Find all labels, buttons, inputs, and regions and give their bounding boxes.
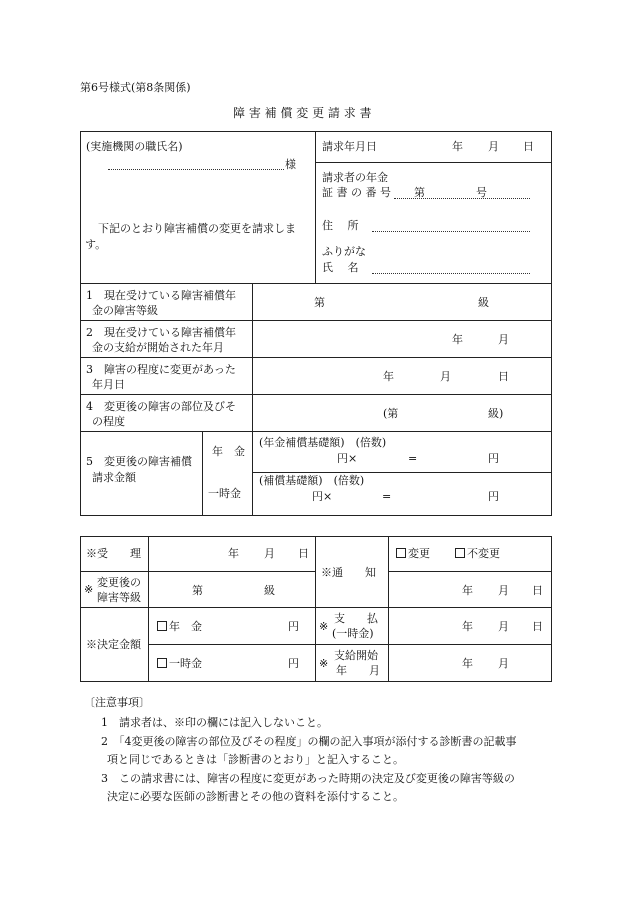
payment-day: 日 [532, 620, 543, 633]
receipt-day: 日 [298, 547, 309, 560]
request-text-1: 下記のとおり障害補償の変更を請求しま [98, 222, 296, 235]
addressee-line[interactable] [108, 169, 284, 170]
note-3-line-1: 3 この請求書には、障害の程度に変更があった時期の決定及び変更後の障害等級の [101, 772, 515, 785]
row1-dai: 第 [314, 296, 325, 309]
row2-year: 年 [452, 333, 463, 346]
office-grade-dai: 第 [192, 584, 203, 597]
row2-label-1: 2 現在受けている障害補償年 [86, 326, 236, 339]
pension-formula: (年金補償基礎額) (倍数) [259, 436, 387, 449]
changed-option-label: 変更 [408, 547, 430, 560]
office-grade-kyuu: 級 [264, 584, 275, 597]
request-year-unit: 年 [452, 140, 463, 153]
addressee-label: (実施機関の職氏名) [86, 140, 183, 153]
row5-label-2: 請求金額 [92, 471, 136, 484]
pension-dai: 第 [414, 186, 425, 199]
note-2-line-2: 項と同じであるときは「診断書のとおり」と記入すること。 [107, 753, 404, 766]
row3-label-1: 3 障害の程度に変更があった [86, 363, 236, 376]
amount-pension-label: 年 金 [212, 445, 245, 458]
unchanged-checkbox[interactable] [455, 548, 465, 558]
pension-number-label-1: 請求者の年金 [322, 171, 388, 184]
pension-yen-x: 円× [337, 452, 358, 465]
receipt-month: 月 [264, 547, 275, 560]
address-line[interactable] [372, 231, 530, 232]
form-number: 第6号様式(第8条関係) [80, 81, 191, 94]
decision-lump-option[interactable] [157, 657, 202, 670]
decision-label: ※決定金額 [86, 638, 141, 651]
unchanged-option-label: 不変更 [467, 547, 500, 560]
row1-kyuu: 級 [478, 296, 489, 309]
payment-month: 月 [498, 620, 509, 633]
request-date-label: 請求年月日 [322, 140, 377, 153]
notice-month: 月 [498, 584, 509, 597]
changed-checkbox[interactable] [396, 548, 406, 558]
notice-year: 年 [462, 584, 473, 597]
furigana-label: ふりがな [322, 245, 366, 258]
request-day-unit: 日 [523, 140, 534, 153]
receipt-year: 年 [228, 547, 239, 560]
grade-label-2: 障害等級 [97, 591, 141, 604]
row3-label-2: 年月日 [92, 378, 125, 391]
request-text-2: す。 [85, 238, 107, 251]
decision-lump-label: 一時金 [169, 657, 202, 670]
form-title: 障 害 補 償 変 更 請 求 書 [233, 106, 372, 120]
start-month: 月 [498, 657, 509, 670]
unchanged-option[interactable] [455, 547, 500, 560]
changed-option[interactable] [396, 547, 430, 560]
pension-yen: 円 [488, 452, 499, 465]
payment-year: 年 [462, 620, 473, 633]
start-kome: ※ [319, 657, 329, 670]
pension-number-label-2: 証 書 の 番 号 [322, 186, 391, 199]
payment-kome: ※ [319, 620, 329, 633]
row1-label-2: 金の障害等級 [92, 304, 158, 317]
name-line[interactable] [372, 273, 530, 274]
row1-label-1: 1 現在受けている障害補償年 [86, 289, 236, 302]
notice-day: 日 [532, 584, 543, 597]
note-3-line-2: 決定に必要な医師の診断書とその他の資料を添付すること。 [107, 790, 404, 803]
start-year: 年 [462, 657, 473, 670]
row5-label-1: 5 変更後の障害補償 [86, 455, 192, 468]
receipt-label: ※受 理 [86, 547, 141, 560]
pension-gou: 号 [476, 186, 487, 199]
row4-label-2: の程度 [92, 415, 125, 428]
row2-month: 月 [498, 333, 509, 346]
sama-label: 様 [285, 158, 296, 171]
row3-month: 月 [440, 370, 451, 383]
address-label: 住 所 [322, 219, 359, 232]
notes-heading: 〔注意事項〕 [84, 696, 150, 709]
pension-eq: = [408, 452, 418, 465]
notice-label: ※通 知 [321, 566, 376, 579]
decision-pension-checkbox[interactable] [157, 621, 167, 631]
lump-formula: (補償基礎額) (倍数) [259, 474, 365, 487]
lump-yen-x: 円× [312, 490, 333, 503]
lump-eq: = [382, 490, 392, 503]
decision-pension-yen: 円 [288, 620, 299, 633]
row4-dai: (第 [383, 407, 399, 420]
payment-label-1: 支 払 [334, 612, 378, 625]
name-label: 氏 名 [322, 261, 359, 274]
lump-yen: 円 [488, 490, 499, 503]
payment-label-2: (一時金) [332, 627, 374, 640]
request-month-unit: 月 [488, 140, 499, 153]
row4-kyuu: 級) [488, 407, 504, 420]
decision-lump-checkbox[interactable] [157, 658, 167, 668]
start-label-2: 年 月 [336, 664, 380, 677]
decision-pension-label: 年 金 [169, 620, 202, 633]
decision-pension-option[interactable] [157, 620, 202, 633]
note-2-line-1: 2 「4変更後の障害の部位及びその程度」の欄の記入事項が添付する診断書の記載事 [101, 735, 517, 748]
amount-lump-label: 一時金 [208, 487, 241, 500]
row2-label-2: 金の支給が開始された年月 [92, 341, 224, 354]
row3-year: 年 [383, 370, 394, 383]
note-1: 1 請求者は、※印の欄には記入しないこと。 [101, 716, 328, 729]
grade-label-1: 変更後の [97, 576, 141, 589]
row3-day: 日 [498, 370, 509, 383]
grade-kome: ※ [84, 583, 94, 596]
start-label-1: 支給開始 [334, 649, 378, 662]
row4-label-1: 4 変更後の障害の部位及びそ [86, 400, 236, 413]
decision-lump-yen: 円 [288, 657, 299, 670]
